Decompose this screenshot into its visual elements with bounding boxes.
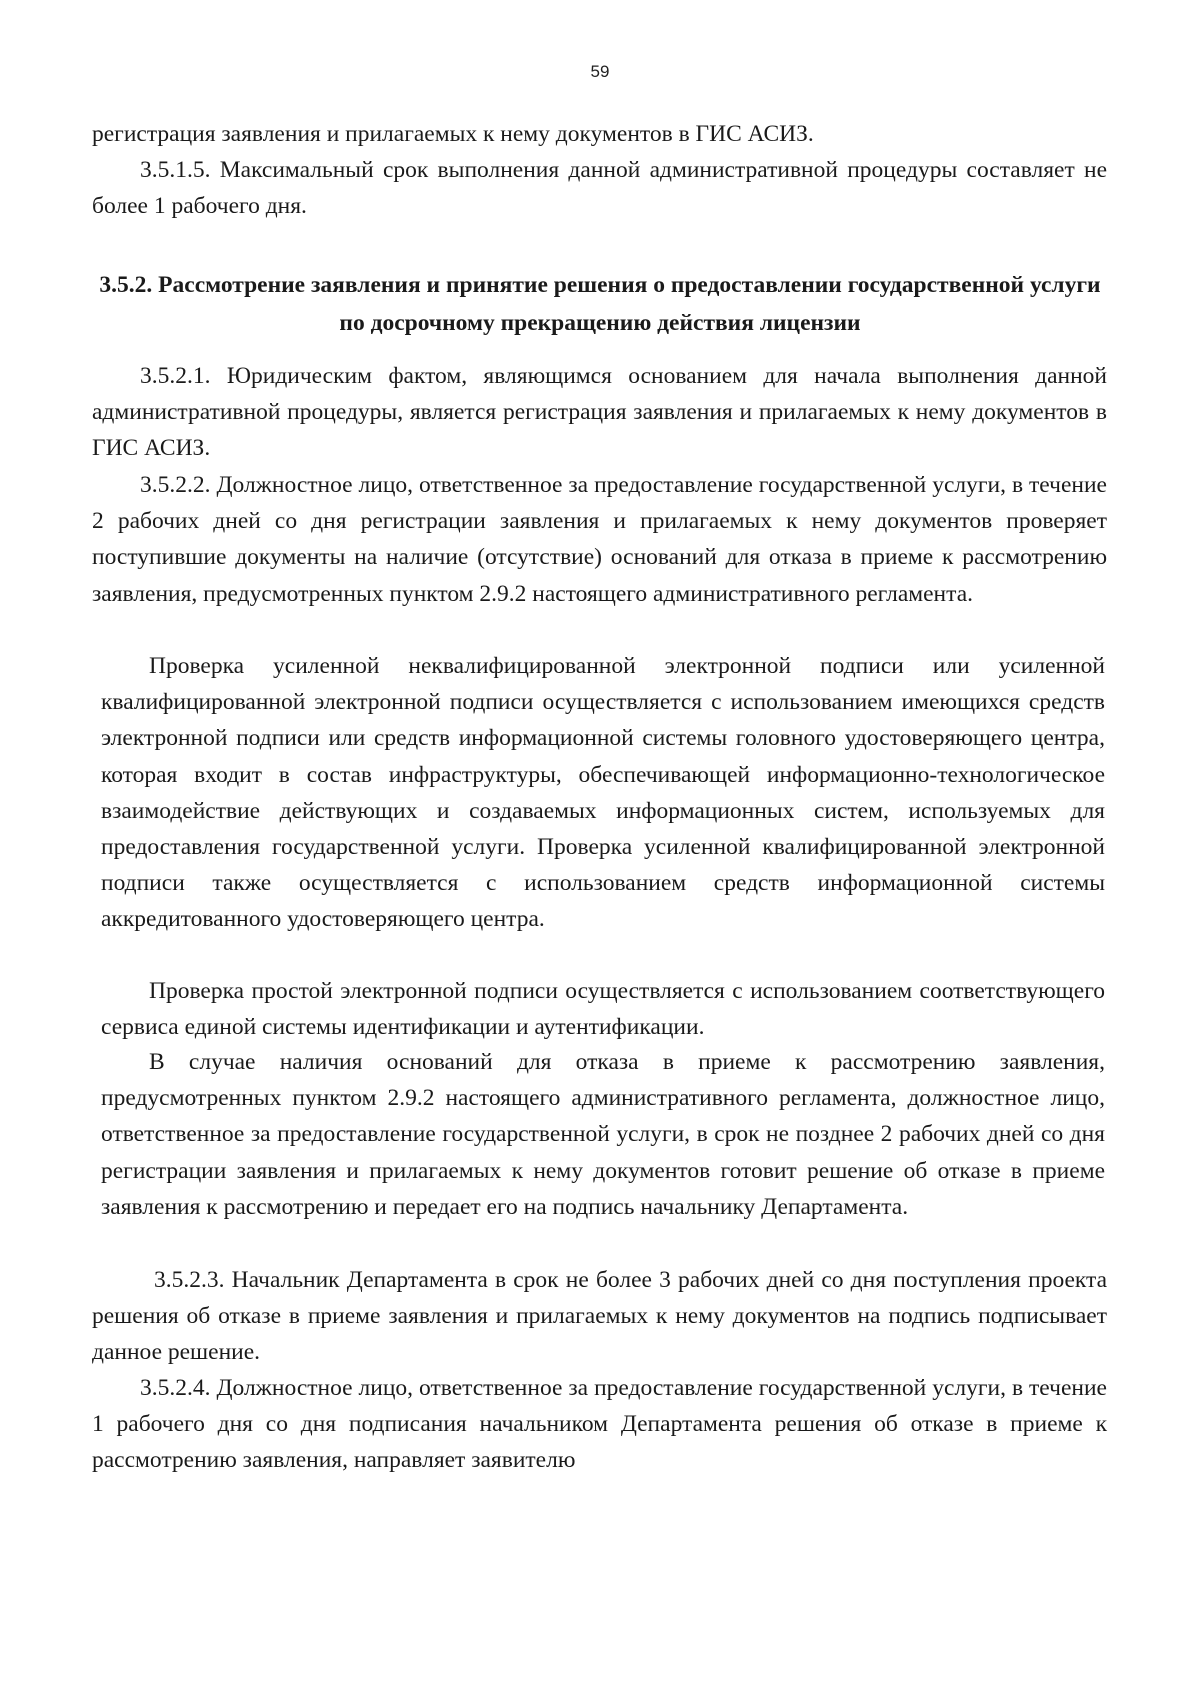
page-number: 59 [590, 62, 610, 81]
paragraph-3-5-1-5: 3.5.1.5. Максимальный срок выполнения данной административной процедуры составляет не более 1 рабочего дня. [92, 157, 1107, 220]
paragraph-3-5-2-1: 3.5.2.1. Юридическим фактом, являющимся основанием для начала выполнения данной административной процедуры, является регистрация заявления и прилагаемых к нему документов в ГИС АСИЗ. [92, 363, 1107, 462]
paragraph-3-5-2-3: 3.5.2.3. Начальник Департамента в срок не более 3 рабочих дней со дня поступления проекта решения об отказе в приеме заявления и прилагаемых к нему документов на подпись подписывает данное решение. [92, 1267, 1107, 1366]
paragraph-continuation: регистрация заявления и прилагаемых к нему документов в ГИС АСИЗ. [92, 121, 814, 147]
paragraph-3-5-2-4: 3.5.2.4. Должностное лицо, ответственное за предоставление государственной услуги, в течение 1 рабочего дня со дня подписания начальником Департамента решения об отказе в приеме к рассмотрению заявления, направляет заявителю [92, 1375, 1107, 1474]
paragraph-simple-signature: Проверка простой электронной подписи осуществляется с использованием соответствующего сервиса единой системы идентификации и аутентификации. [101, 978, 1105, 1041]
paragraph-refusal-grounds: В случае наличия оснований для отказа в приеме к рассмотрению заявления, предусмотренных пунктом 2.9.2 настоящего административного регламента, должностное лицо, ответственное за предоставление государственной услуги, в срок не позднее 2 рабочих дней со дня регистрации заявления и прилагаемых к нему документов готовит решение об отказе в приеме заявления к рассмотрению и передает его на подпись начальнику Департамента. [101, 1049, 1105, 1220]
paragraph-3-5-2-2: 3.5.2.2. Должностное лицо, ответственное за предоставление государственной услуги, в течение 2 рабочих дней со дня регистрации заявления и прилагаемых к нему документов проверяет поступившие документы на наличие (отсутствие) оснований для отказа в приеме к рассмотрению заявления, предусмотренных пунктом 2.9.2 настоящего административного регламента. [92, 472, 1107, 607]
paragraph-signature-verification: Проверка усиленной неквалифицированной электронной подписи или усиленной квалифицированной электронной подписи осуществляется с использованием имеющихся средств электронной подписи или средств информационной системы головного удостоверяющего центра, которая входит в состав инфраструктуры, обеспечивающей информационно-технологическое взаимодействие действующих и создаваемых информационных систем, используемых для предоставления государственной услуги. Проверка усиленной квалифицированной электронной подписи также осуществляется с использованием средств информационной системы аккредитованного удостоверяющего центра. [101, 653, 1105, 933]
section-heading-3-5-2: 3.5.2. Рассмотрение заявления и принятие решения о предоставлении государственной услуги по досрочному прекращению действия лицензии [99, 272, 1101, 336]
